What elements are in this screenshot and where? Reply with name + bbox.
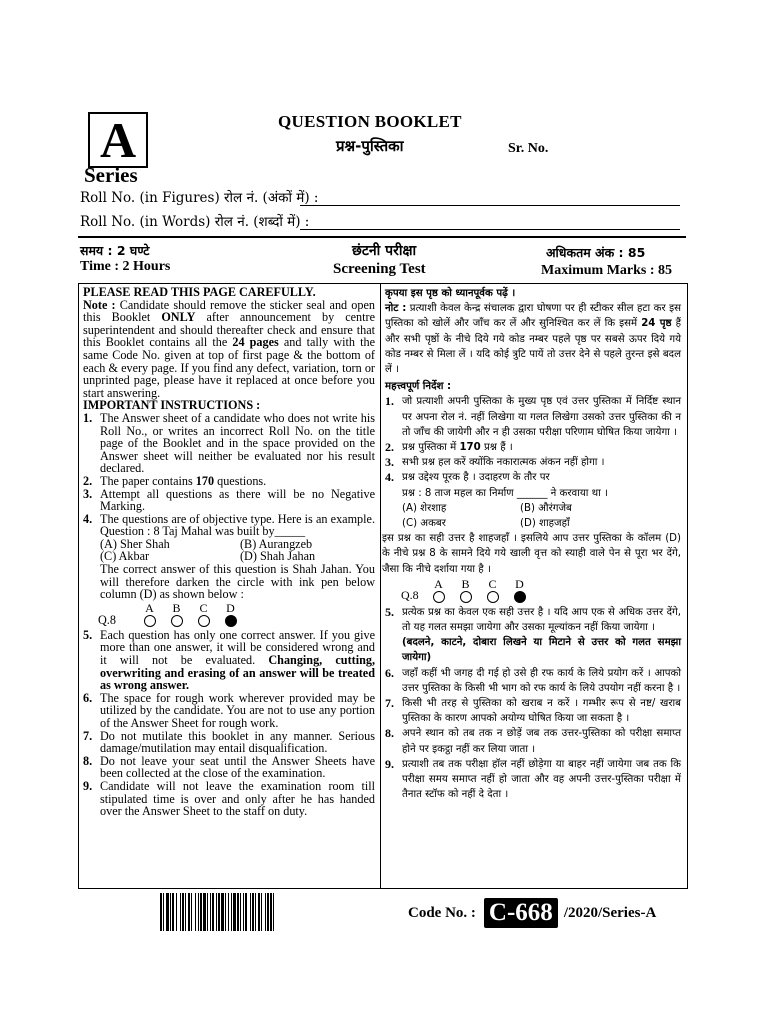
bubble-letter: D (226, 600, 235, 615)
example-option: (D) Shah Jahan (240, 549, 316, 564)
example-option: (D) शाहजहाँ (520, 518, 570, 530)
roll-no-figures-line[interactable] (300, 205, 680, 206)
english-instructions (83, 286, 375, 818)
item-number: 4. (83, 511, 93, 526)
example-bubbles (98, 602, 375, 627)
item-text: Attempt all questions as there will be no Negative Marking. (100, 486, 375, 514)
note-text: 24 pages (232, 335, 279, 350)
note-text: after announcement by centre superintendent and should thereafter check and ensure that this Booklet contains all the (83, 310, 376, 350)
item-number: 9. (83, 778, 93, 793)
instruction-item (385, 455, 681, 470)
item-number: 2. (83, 473, 93, 488)
item-number: 2. (385, 440, 394, 455)
item-number: 3. (385, 455, 394, 470)
item-text: 170 (459, 442, 481, 454)
instruction-item (83, 780, 375, 818)
answer-bubble-filled (225, 615, 237, 627)
instruction-item (83, 412, 375, 475)
bubble-letter: B (172, 600, 181, 615)
hindi-note (385, 301, 681, 377)
instruction-item (83, 692, 375, 730)
example-option: (C) अकबर (402, 518, 446, 530)
hindi-instruction-list-cont (385, 605, 681, 803)
bubble-letter: A (434, 576, 443, 591)
column-divider (380, 283, 381, 889)
example-options (100, 538, 375, 563)
max-marks-hindi: अधिकतम अंक : 85 (546, 245, 646, 260)
english-note (83, 299, 375, 400)
answer-bubble (460, 591, 472, 603)
item-number: 8. (83, 753, 93, 768)
example-question-label: Q.8 (98, 613, 116, 628)
note-text: 24 पृष्ठ (641, 318, 672, 330)
series-letter-box: A (88, 112, 148, 168)
item-text: The space for rough work wherever provided may be utilized by the candidate. You are not to use any portion of the Answer Sheet for rough work. (100, 690, 375, 730)
instruction-item (385, 605, 681, 666)
item-number: 8. (385, 726, 394, 741)
note-label: नोट : (385, 303, 407, 315)
instruction-item (83, 755, 375, 780)
example-option: (C) Akbar (100, 549, 150, 564)
example-question-label: Q.8 (401, 587, 419, 602)
instruction-item (385, 440, 681, 455)
example-option: (B) औरंगजेब (520, 502, 572, 514)
item-text: The correct answer of this question is Shah Jahan. You will therefore darken the circle with ink pen below column (D) as shown below : (100, 562, 375, 602)
note-text: प्रत्याशी केवल केन्द्र संचालक द्वारा घोषणा पर ही स्टीकर सील हटा कर इस पुस्तिका को खोलें और जाँच कर लें और सुनिश्चित कर लें कि इसमें (385, 303, 681, 330)
answer-bubble (487, 591, 499, 603)
item-text: इस प्रश्न का सही उत्तर है शाहजहाँ । इसलिये आप उत्तर पुस्तिका के कॉलम (D) के नीचे प्रश्न 8 के सामने दिये गये खाली वृत्त को स्याही वाले पेन से पूरा भर देंगे, जैसा कि नीचे दर्शाया गया है । (382, 533, 681, 575)
answer-bubble (198, 615, 210, 627)
item-text: Each question has only one correct answer. If you give more than one answer, it will be considered wrong and it will not be evaluated. (100, 627, 375, 668)
instruction-item (385, 726, 681, 756)
roll-no-figures-label: Roll No. (in Figures) रोल नं. (अंकों में) : (80, 190, 319, 206)
bubble-letter: C (488, 576, 497, 591)
hindi-instructions-heading: महत्त्वपूर्ण निर्देश : (385, 381, 452, 393)
item-number: 4. (385, 470, 394, 485)
header-divider (78, 236, 686, 238)
code-label: Code No. : (408, 904, 476, 921)
bubble-letter: D (515, 576, 524, 591)
instruction-item (385, 757, 681, 803)
item-text: Candidate will not leave the examination room till stipulated time is over and only after he has handed over the Answer Sheet to the staff on duty. (100, 778, 375, 819)
booklet-title-hindi: प्रश्न-पुस्तिका (336, 137, 404, 155)
item-number: 6. (385, 665, 394, 680)
bubble-letter: B (461, 576, 470, 591)
item-text: प्रश्न उद्देश्य पूरक है । उदाहरण के तौर पर (402, 472, 550, 484)
answer-bubble-filled (514, 591, 526, 603)
example-option: (B) Aurangzeb (240, 536, 313, 551)
item-text: सभी प्रश्न हल करें क्योंकि नकारात्मक अंकन नहीं होगा । (402, 457, 605, 469)
item-text: The questions are of objective type. Here is an example. Question : 8 Taj Mahal was built by_____ (100, 511, 375, 539)
english-instruction-list (83, 412, 375, 818)
english-instructions-heading: IMPORTANT INSTRUCTIONS : (83, 398, 261, 413)
time-hindi: समय : 2 घण्टे (80, 243, 150, 258)
item-number: 5. (385, 604, 394, 619)
item-number: 1. (83, 410, 93, 425)
instruction-item (83, 513, 375, 627)
item-text: किसी भी तरह से पुस्तिका को खराब न करें । गम्भीर रूप से नष्ट/ खराब पुस्तिका के कारण आपको अयोग्य घोषित किया जा सकता है । (402, 698, 681, 725)
roll-no-words-line[interactable] (300, 229, 680, 230)
item-text: अपने स्थान को तब तक न छोड़ें जब तक उत्तर-पुस्तिका को परीक्षा समाप्त होने पर इकट्ठा नहीं कर लिया जाता । (402, 728, 681, 755)
example-bubbles (401, 578, 681, 603)
instruction-item (385, 696, 681, 726)
hindi-heading: कृपया इस पृष्ठ को ध्यानपूर्वक पढ़ें । (385, 288, 516, 299)
item-text: जहाँ कहीं भी जगह दी गई हो उसे ही रफ कार्य के लिये प्रयोग करें । आपको उत्तर पुस्तिका के किसी भी भाग को रफ कार्य के लिये उपयोग नहीं करना है । (402, 667, 681, 694)
bubble-letter: A (145, 600, 154, 615)
code-number (408, 898, 656, 928)
item-text: प्रश्न : 8 ताज महल का निर्माण ______ ने करवाया था । (402, 487, 608, 499)
series-label: Series (84, 163, 138, 187)
item-text: (बदलने, काटने, दोबारा लिखने या मिटाने से उत्तर को गलत समझा जायेगा) (402, 637, 681, 664)
item-number: 1. (385, 394, 394, 409)
note-label: Note : (83, 297, 116, 312)
item-text: जो प्रत्याशी अपनी पुस्तिका के मुख्य पृष्ठ एवं उत्तर पुस्तिका में निर्दिष्ट स्थान पर अपना रोल नं. नहीं लिखेगा या गलत लिखेगा उसको उत्तर पुस्तिका की न तो जाँच की जायेगी और न ही उसका परीक्षा परिणाम घोषित किया जायेगा । (402, 396, 681, 438)
answer-bubble (433, 591, 445, 603)
item-text: प्रश्न हैं । (480, 442, 513, 454)
item-text: प्रश्न पुस्तिका में (402, 442, 460, 454)
answer-bubble (171, 615, 183, 627)
example-options (402, 501, 681, 531)
test-name-english: Screening Test (333, 261, 426, 277)
item-number: 3. (83, 486, 93, 501)
code-suffix: /2020/Series-A (563, 904, 657, 921)
note-text: and tally with the same Code No. given at top of first page & the bottom of each & every page. If you find any defect, variation, torn or unprinted page, please have it replaced at once before you start answering. (83, 335, 375, 400)
instruction-item (385, 666, 681, 696)
item-text: Do not mutilate this booklet in any manner. Serious damage/mutilation may entail disqualification. (100, 728, 375, 756)
booklet-title-english: QUESTION BOOKLET (278, 112, 462, 131)
example-option: (A) Sher Shah (100, 536, 170, 551)
code-badge: C-668 (484, 898, 558, 928)
max-marks-english: Maximum Marks : 85 (541, 263, 673, 278)
instruction-item (385, 470, 681, 531)
barcode (160, 893, 370, 931)
instruction-item (83, 488, 375, 513)
item-text: 170 (195, 473, 215, 488)
item-text: प्रत्येक प्रश्न का केवल एक सही उत्तर है । यदि आप एक से अधिक उत्तर देंगे, तो यह गलत समझा जायेगा और उसका मूल्यांकन नहीं किया जायेगा । (402, 606, 681, 634)
english-heading: PLEASE READ THIS PAGE CAREFULLY. (83, 285, 316, 299)
item-text: प्रत्याशी तब तक परीक्षा हॉल नहीं छोड़ेगा या बाहर नहीं जायेगा जब तक कि परीक्षा समय समाप्त नहीं हो जाता और वह अपनी उत्तर-पुस्तिका परीक्षा में तैनात स्टॉफ को नहीं दे देता । (402, 758, 681, 801)
item-text: questions. (214, 473, 267, 488)
barcode-stripe (274, 893, 276, 931)
item-text: Do not leave your seat until the Answer Sheets have been collected at the close of the examination. (100, 753, 375, 781)
hindi-instructions (382, 286, 681, 803)
hindi-instruction-list (385, 394, 681, 531)
note-text: ONLY (161, 310, 196, 325)
item-number: 5. (83, 627, 93, 642)
answer-bubble (144, 615, 156, 627)
instruction-item (385, 394, 681, 440)
item-text: The paper contains (100, 473, 196, 488)
time-english: Time : 2 Hours (80, 259, 171, 274)
item-text: Changing, cutting, overwriting and erasing of an answer will be treated as wrong answer. (100, 653, 375, 693)
item-number: 6. (83, 690, 93, 705)
item-number: 7. (83, 728, 93, 743)
serial-number-label: Sr. No. (508, 141, 549, 156)
item-number: 9. (385, 756, 394, 771)
bubble-letter: C (199, 600, 208, 615)
example-option: (A) शेरशाह (402, 502, 447, 514)
item-text: The Answer sheet of a candidate who does not write his Roll No., or writes an incorrect Roll No. on the title page of the Booklet and in the space provided on the Answer sheet will neither be evaluated nor his result declared. (100, 410, 375, 476)
note-text: Candidate should remove the sticker seal and open this Booklet (83, 297, 375, 325)
test-name-hindi: छंटनी परीक्षा (352, 243, 417, 259)
item-number: 7. (385, 696, 394, 711)
roll-no-words-label: Roll No. (in Words) रोल नं. (शब्दों में) : (80, 214, 310, 230)
instruction-item (83, 629, 375, 692)
note-text: हैं और सभी पृष्ठों के नीचे दिये गये कोड नम्बर पहले पृष्ठ पर सबसे ऊपर दिये गये कोड नम्बर से मिला लें । यदि कोई त्रुटि पायें तो उत्तर देने से पहले तुरन्त इसे बदल लें । (385, 318, 681, 376)
instruction-item (83, 730, 375, 755)
